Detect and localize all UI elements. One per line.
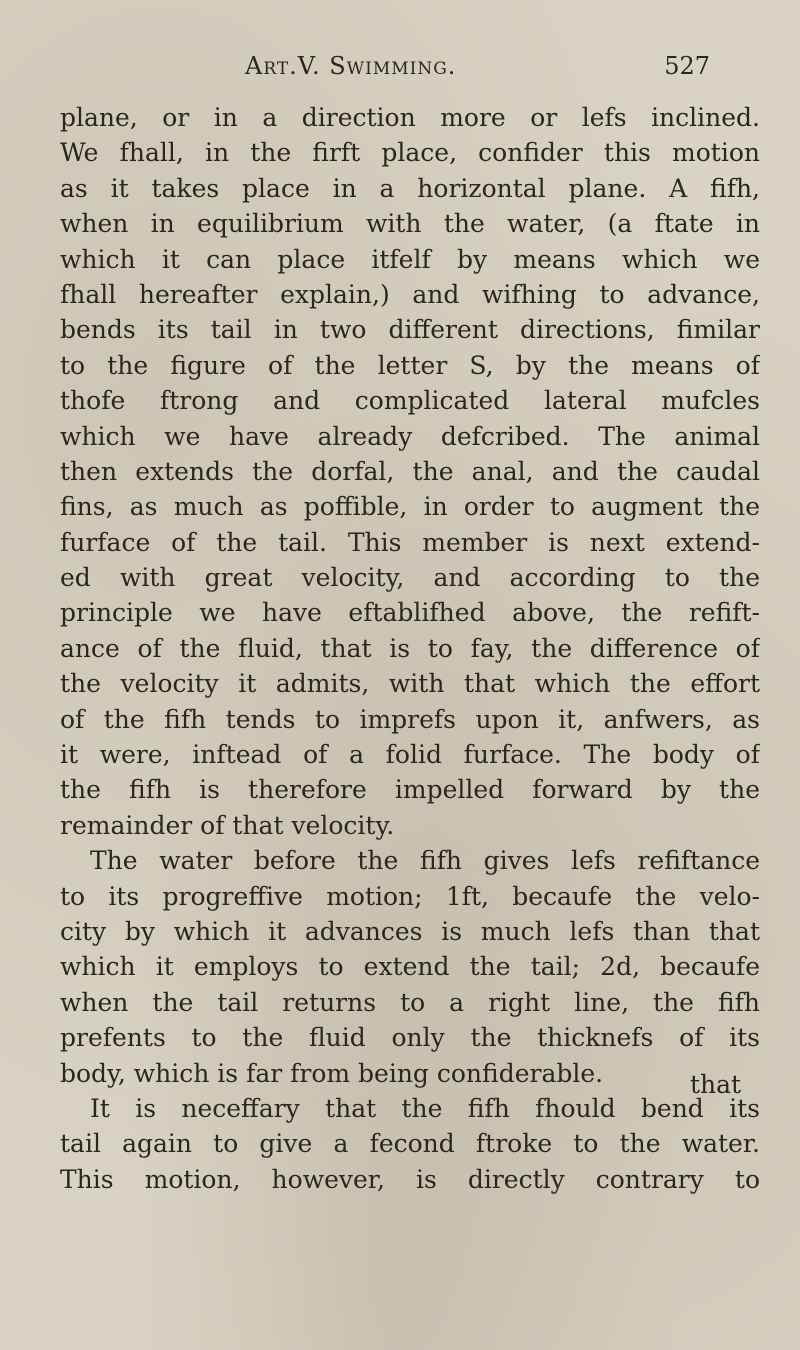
- text-line: plane, or in a direction more or lefs inclined.: [60, 103, 760, 132]
- running-title: Art.V. Swimming.: [245, 52, 457, 80]
- text-line: the velocity it admits, with that which the effort: [60, 669, 760, 699]
- page-number: 527: [664, 52, 710, 80]
- page-header: [150, 52, 710, 92]
- body-text: [60, 100, 760, 1197]
- catchword: that: [690, 1070, 742, 1099]
- text-line: This motion, however, is directly contrary to: [60, 1164, 760, 1194]
- text-line: city by which it advances is much lefs than that: [60, 916, 760, 946]
- text-line: ed with great velocity, and according to the: [60, 563, 760, 593]
- text-line: to the figure of the letter S, by the means of: [60, 350, 760, 380]
- text-line: fins, as much as poffible, in order to augment the: [60, 492, 760, 522]
- text-line: which it can place itfelf by means which we: [60, 244, 760, 274]
- text-line: which it employs to extend the tail; 2d, becaufe: [60, 952, 760, 982]
- text-line: thofe ftrong and complicated lateral mufcles: [60, 386, 760, 416]
- text-line: tail again to give a fecond ftroke to the water.: [60, 1129, 760, 1159]
- text-line: bends its tail in two different directions, fimilar: [60, 315, 760, 345]
- text-line-paragraph-end: remainder of that velocity.: [60, 810, 395, 840]
- text-line: then extends the dorfal, the anal, and the caudal: [60, 456, 760, 486]
- text-line: to its progreffive motion; 1ft, becaufe the velo-: [60, 881, 760, 911]
- text-line: fhall hereafter explain,) and wifhing to advance,: [60, 279, 760, 309]
- text-line: ance of the fluid, that is to fay, the difference of: [60, 633, 760, 663]
- text-line: furface of the tail. This member is next extend-: [60, 527, 760, 557]
- text-line: when the tail returns to a right line, the fifh: [60, 987, 760, 1017]
- text-line: when in equilibrium with the water, (a ftate in: [60, 209, 760, 239]
- text-line: it were, inftead of a folid furface. The body of: [60, 740, 760, 770]
- text-line: of the fifh tends to imprefs upon it, anfwers, as: [60, 704, 760, 734]
- text-line: We fhall, in the firft place, confider this motion: [60, 138, 760, 168]
- text-line: which we have already defcribed. The animal: [60, 421, 760, 451]
- text-line: prefents to the fluid only the thicknefs of its: [60, 1023, 760, 1053]
- text-line: as it takes place in a horizontal plane. A fifh,: [60, 173, 760, 203]
- text-line-paragraph-end: body, which is far from being confiderable.: [60, 1058, 604, 1088]
- text-line-paragraph-start: It is neceffary that the fifh fhould bend its: [90, 1093, 760, 1123]
- text-line: principle we have eftablifhed above, the refift-: [60, 598, 760, 628]
- text-line: the fifh is therefore impelled forward by the: [60, 775, 760, 805]
- text-line-paragraph-start: The water before the fifh gives lefs refiftance: [90, 846, 760, 876]
